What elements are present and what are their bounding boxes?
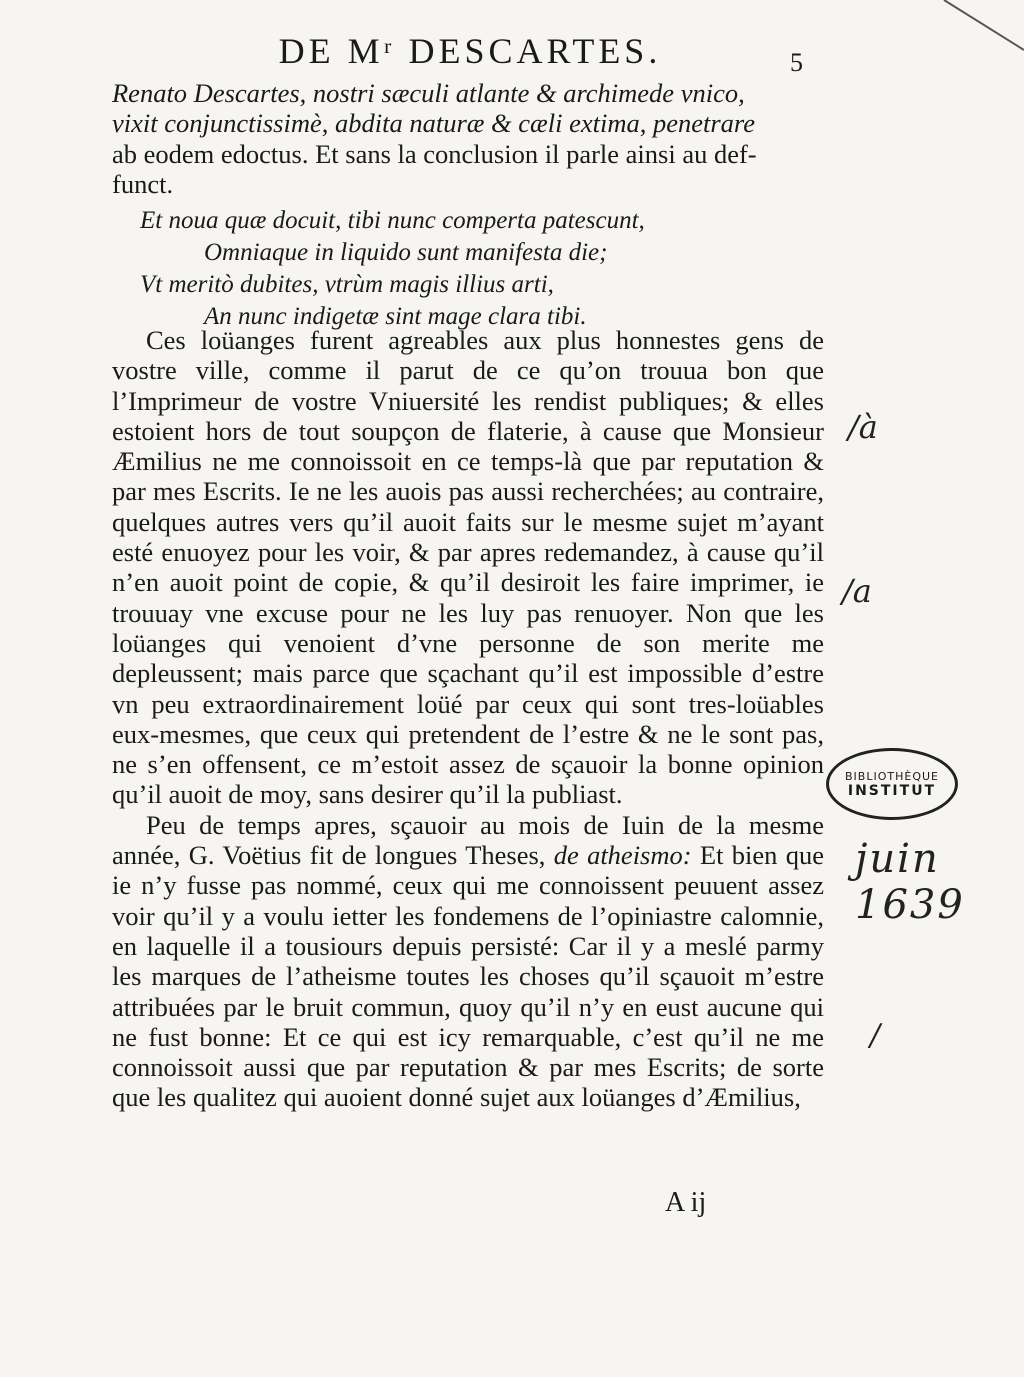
page-number: 5 bbox=[790, 48, 803, 77]
verse-line: An nunc indigetæ sint mage clara tibi. bbox=[204, 303, 587, 330]
signature-mark: A ij bbox=[665, 1187, 707, 1218]
margin-note-2: /a bbox=[842, 572, 872, 610]
stamp-line-2: INSTITUT bbox=[847, 782, 937, 799]
stamp-line-1: BIBLIOTHÈQUE bbox=[845, 769, 939, 783]
latin-line: ab eodem edoctus. Et sans la conclusion il parle ainsi au def- bbox=[112, 138, 757, 169]
page-corner-edge bbox=[924, 0, 1024, 60]
paragraph-2 bbox=[112, 810, 824, 1113]
latin-quotation bbox=[112, 78, 824, 199]
body-text bbox=[112, 325, 824, 1113]
latin-line: vixit conjunctissimè, abdita naturæ & cæli extima, penetrare bbox=[112, 108, 756, 139]
paragraph-2-start: Peu de temps apres, sçauoir au mois de Iuin de la mesme année, G. Voëtius fit de longues Theses, bbox=[112, 809, 824, 871]
paragraph-2-rest: Et bien que ie n’y fusse pas nommé, ceux qui me connoissent peuuent assez voir qu’il y a voulu ietter les fondemens de l’opiniastre calomnie, en laquelle il a tousiours depuis persisté: Car il y a meslé parmy les marques de l’atheisme toutes les choses qu’il sçauoit m’estre attribuées par le bruit commun, quoy qu’il n’y en eust aucune qui ne fust bonne: Et ce qui est icy remarquable, c’est qu’il ne me connoissoit aussi que par reputation & par mes Escrits; de sorte que les qualitez qui auoient donné sujet aux loüanges d’Æmilius, bbox=[112, 840, 825, 1113]
verse-line: Omniaque in liquido sunt manifesta die; bbox=[204, 239, 608, 266]
verse-line: Et noua quæ docuit, tibi nunc comperta patescunt, bbox=[140, 207, 645, 234]
verse-block bbox=[140, 205, 780, 333]
paragraph-1: Ces loüanges furent agreables aux plus honnestes gens de vostre ville, comme il parut de ce qu’on trouua bon que l’Imprimeur de vostre Vniuersité les rendist publiques; & elles estoient hors de tout soupçon de flaterie, à cause que Monsieur Æmilius ne me connoissoit en ce temps-là que par reputation & par mes Escrits. Ie ne les auois pas aussi recherchées; au contraire, quelques autres vers qu’il auoit faits sur le mesme sujet m’ayant esté enuoyez pour les voir, & par apres redemandez, à cause qu’il n’en auoit point de copie, & qu’il desiroit les faire imprimer, ie trouuay vne excuse pour ne les luy pas renuoyer. Non que les loüanges qui venoient d’vne personne de son merite me depleussent; mais parce que sçachant qu’il est impossible d’estre vn peu extraordinairement loüé par ceux qui sont tres-loüables eux-mesmes, que ceux qui pretendent de l’estre & ne le sont pas, ne s’en offensent, ce m’estoit assez de sçauoir la bonne opinion qu’il auoit de moy, sans desirer qu’il la publiast. bbox=[112, 325, 824, 810]
latin-line: funct. bbox=[112, 168, 174, 199]
verse-line: Vt meritò dubites, vtrùm magis illius arti, bbox=[140, 271, 554, 298]
margin-note-date: juin 1639 bbox=[855, 836, 965, 928]
latin-line: Renato Descartes, nostri sæculi atlante & archimede vnico, bbox=[112, 78, 745, 108]
margin-note-4: / bbox=[870, 1018, 881, 1053]
running-header: DE Mʳ DESCARTES. bbox=[278, 31, 662, 71]
library-stamp bbox=[826, 748, 958, 820]
paragraph-2-italic: de atheismo: bbox=[553, 840, 692, 871]
margin-note-1: /à bbox=[848, 408, 878, 446]
